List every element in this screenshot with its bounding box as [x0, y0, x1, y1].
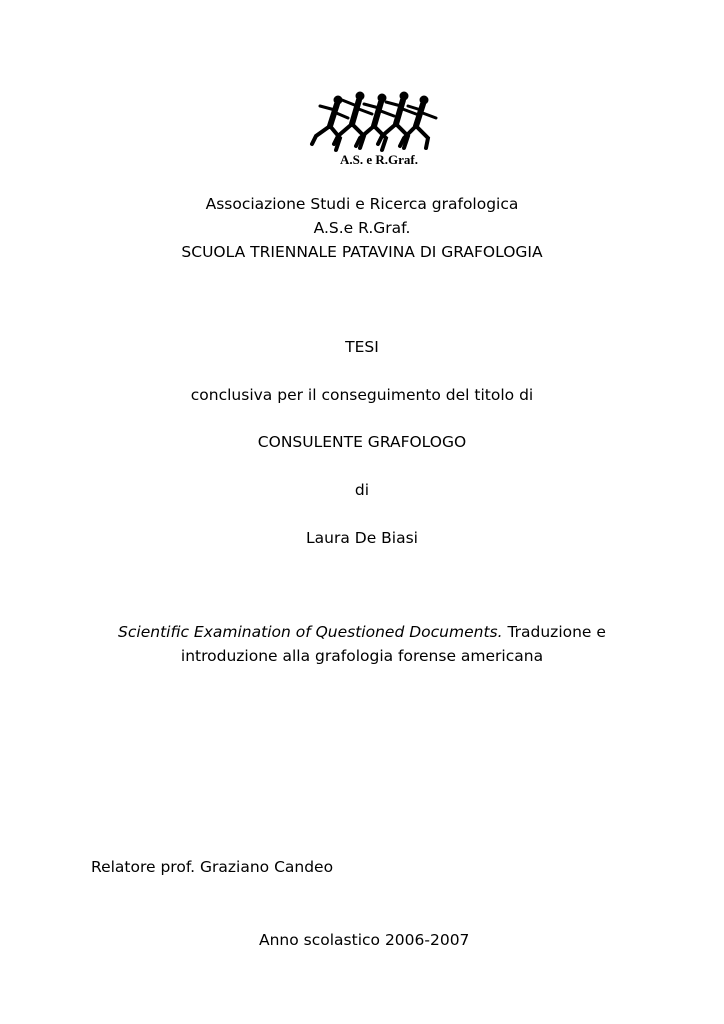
- thesis-label: TESI: [345, 338, 379, 356]
- association-acronym: A.S.e R.Graf.: [313, 219, 411, 237]
- thesis-title-line-1: [0, 622, 724, 642]
- association-name: Associazione Studi e Ricerca grafologica: [205, 195, 519, 213]
- thesis-purpose: conclusiva per il conseguimento del titolo di: [190, 386, 534, 404]
- runners-logo-icon: [304, 86, 454, 168]
- author-name: Laura De Biasi: [306, 529, 418, 547]
- logo-caption: A.S. e R.Graf.: [340, 152, 418, 167]
- academic-year: Anno scolastico 2006-2007: [259, 931, 470, 949]
- degree-title: CONSULENTE GRAFOLOGO: [257, 433, 467, 451]
- supervisor: Relatore prof. Graziano Candeo: [91, 858, 334, 876]
- book-title: Scientific Examination of Questioned Documents.: [118, 623, 503, 641]
- thesis-title-rest: Traduzione e: [502, 623, 606, 641]
- association-logo: [304, 86, 454, 168]
- author-preposition: di: [354, 481, 370, 499]
- school-name: SCUOLA TRIENNALE PATAVINA DI GRAFOLOGIA: [181, 243, 543, 261]
- thesis-title-line-2: introduzione alla grafologia forense americana: [180, 647, 544, 665]
